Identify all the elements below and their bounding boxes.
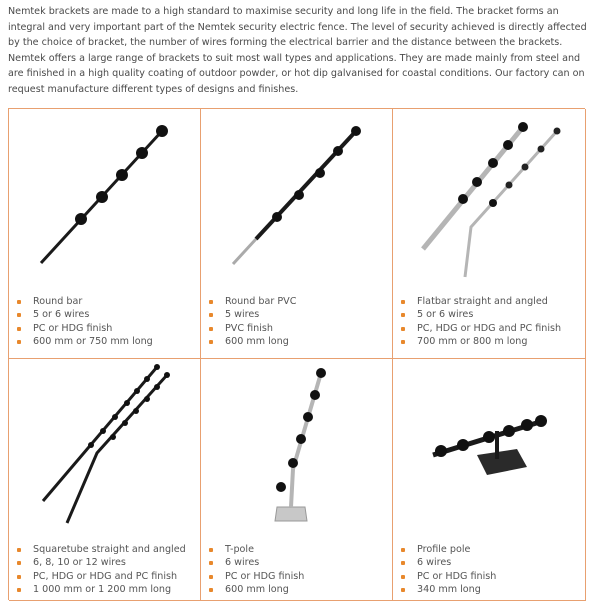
squaretube-bracket-image [9,359,201,539]
product-finish: PC, HDG or HDG and PC finish [15,570,186,583]
product-wires: 5 or 6 wires [399,308,561,321]
product-finish: PC or HDG finish [399,570,496,583]
product-name: Round bar PVC [207,295,296,308]
product-name: Round bar [15,295,153,308]
product-wires: 6 wires [399,556,496,569]
product-specs [15,295,153,348]
product-card-round-bar[interactable] [9,109,201,359]
product-name: Profile pole [399,543,496,556]
product-specs [207,543,304,596]
product-card-squaretube[interactable] [9,359,201,601]
product-finish: PVC finish [207,322,296,335]
product-length: 600 mm long [207,583,304,596]
product-length: 600 mm or 750 mm long [15,335,153,348]
product-wires: 6 wires [207,556,304,569]
product-name: Squaretube straight and angled [15,543,186,556]
product-card-profile-pole[interactable] [393,359,586,601]
product-specs [207,295,296,348]
product-name: T-pole [207,543,304,556]
profile-pole-bracket-image [393,359,586,539]
product-wires: 5 wires [207,308,296,321]
intro-paragraph: Nemtek brackets are made to a high standard to maximise security and long life in the field. The bracket forms an integral and very important part of the Nemtek security electric fence. The level of security achieved is directly affected by the choice of bracket, the number of wires forming the electrical barrier and the distance between the brackets. Nemtek offers a large range of brackets to suit most wall types and applications. They are made mainly from steel and are finished in a high quality coating of outdoor powder, or hot dip galvanised for coastal conditions. Our factory can on request manufacture different types of designs and finishes. [8,6,587,95]
product-finish: PC, HDG or HDG and PC finish [399,322,561,335]
product-length: 600 mm long [207,335,296,348]
product-specs [399,295,561,348]
product-wires: 5 or 6 wires [15,308,153,321]
round-bar-pvc-bracket-image [201,109,393,289]
product-specs [399,543,496,596]
bracket-product-grid [8,108,585,600]
product-card-t-pole[interactable] [201,359,393,601]
product-card-flatbar[interactable] [393,109,586,359]
product-length: 1 000 mm or 1 200 mm long [15,583,186,596]
round-bar-bracket-image [9,109,201,289]
product-length: 700 mm or 800 m long [399,335,561,348]
product-name: Flatbar straight and angled [399,295,561,308]
product-specs [15,543,186,596]
t-pole-bracket-image [201,359,393,539]
product-wires: 6, 8, 10 or 12 wires [15,556,186,569]
flatbar-bracket-image [393,109,586,289]
product-finish: PC or HDG finish [15,322,153,335]
product-length: 340 mm long [399,583,496,596]
product-finish: PC or HDG finish [207,570,304,583]
product-card-round-bar-pvc[interactable] [201,109,393,359]
